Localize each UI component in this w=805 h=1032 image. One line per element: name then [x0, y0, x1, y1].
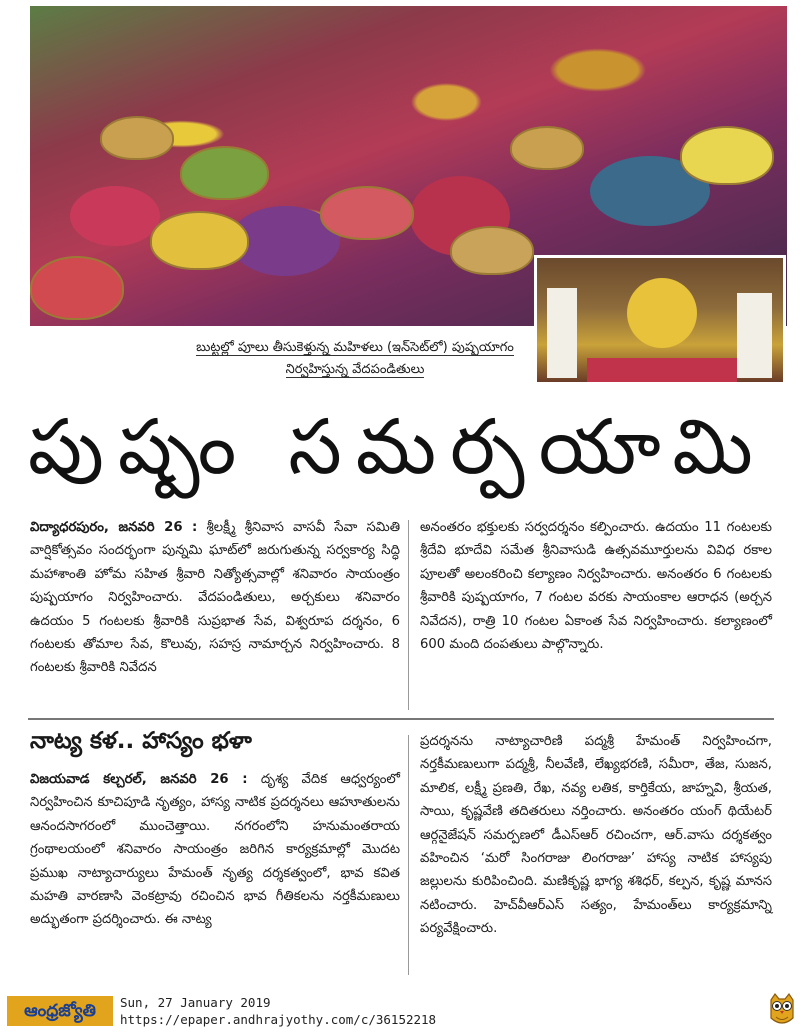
flower-basket: [510, 126, 584, 170]
story2-column-2: [420, 730, 772, 941]
story1-dateline: విద్యాధరపురం, జనవరి 26 :: [30, 520, 198, 535]
inset-photo: [534, 255, 786, 385]
newspaper-logo[interactable]: ఆంధ్రజ్యోతి: [7, 996, 113, 1026]
story1-text-1: శ్రీలక్ష్మీ శ్రీనివాస వాసవీ సేవా సమితి వార్షికోత్సవం సందర్భంగా పున్నమి ఘాట్‌లో జరుగుతున్న సర్వకార్య సిద్ధి మహాశాంతి హోమ సహిత శ్రీవారి నిత్యోత్సవాల్లో శనివారం సాయంత్రం పుష్పయాగం నిర్వహించారు. వేదపండితులు, అర్చకులు శనివారం ఉదయం 5 గంటలకు శ్రీవారికి సుప్రభాత సేవ, విశ్వరూప దర్శనం, 6 గంటలకు తోమాల సేవ, కొలువు, సహస్ర నామార్చన నిర్వహించారు. 8 గంటలకు శ్రీవారికి నివేదన: [30, 520, 401, 676]
priest-figure: [737, 293, 772, 378]
caption-line-1: బుట్టల్లో పూలు తీసుకెళ్తున్న మహిళలు (ఇన్‌సెట్‌లో) పుష్పయాగం: [196, 340, 514, 355]
story2-dateline: విజయవాడ కల్చరల్, జనవరి 26 :: [30, 772, 248, 787]
flower-basket: [450, 226, 534, 275]
flower-basket: [680, 126, 774, 185]
flower-basket: [180, 146, 269, 200]
edition-date: Sun, 27 January 2019: [120, 995, 271, 1010]
flower-pile: [587, 358, 737, 383]
section-divider: [28, 718, 774, 720]
story2-text-2: ప్రదర్శనను నాట్యాచారిణి పద్మశ్రీ హేమంత్ నిర్వహించగా, నర్తకీమణులుగా పద్మశ్రీ, నీలవేణి, లేఖ్యభరణి, సమీరా, తేజ, సుజన, మాలిక, లక్ష్మీ ప్రణతి, రేఖ, నవ్య లతిక, కార్తికేయ, జాహ్నవి, శ్రీయత, సాయి, కృష్ణవేణి తదితరులు నర్తించారు. అనంతరం యంగ్ థియేటర్ ఆర్గనైజేషన్ సమర్పణలో డీఎస్ఆర్ రచించగా, ఆర్.వాసు దర్శకత్వం వహించిన ‘మరో సింగరాజు లింగరాజు’ హాస్య నాటిక హాస్యపు జల్లులను కురిపించింది. మణికృష్ణ భాగ్య శశిధర్, కల్పన, కృష్ణ మానస నటించారు. హెచ్‌వీఆర్ఎస్ సత్యం, హేమంత్‌లు కార్యక్రమాన్ని పర్యవేక్షించారు.: [420, 734, 772, 937]
edition-url[interactable]: https://epaper.andhrajyothy.com/c/36152218: [120, 1012, 437, 1027]
deity-decoration: [627, 278, 697, 348]
story1-column-1: [30, 516, 400, 680]
priest-figure: [547, 288, 577, 378]
owl-icon[interactable]: [768, 992, 796, 1028]
headline: పుష్పం సమర్పయామి: [28, 402, 767, 491]
flower-basket: [320, 186, 414, 240]
column-divider: [408, 735, 409, 975]
caption-line-2: నిర్వహిస్తున్న వేదపండితులు: [285, 362, 425, 377]
photo-caption: [180, 337, 530, 381]
story2-text-1: దృశ్య వేదిక ఆధ్వర్యంలో నిర్వహించిన కూచిపూడి నృత్యం, హాస్య నాటిక ప్రదర్శనలు ఆహూతులను ఆనందసాగరంలో ముంచెత్తాయి. నగరంలోని హనుమంతరాయ గ్రంథాలయంలో శనివారం సాయంత్రం జరిగిన కార్యక్రమాల్లో మొదట ప్రముఖ నాట్యాచార్యులు హేమంత్ నృత్య దర్శకత్వంలో, భావ కవిత మహతి వారణాసి వెంకట్రావు రచించిన భావ గీతికలను నర్తకీమణులు అద్భుతంగా ప్రదర్శించారు. ఈ నాట్య: [30, 772, 400, 928]
column-divider: [408, 520, 409, 710]
footer-meta: [120, 994, 436, 1028]
flower-basket: [100, 116, 174, 160]
flower-basket: [30, 256, 124, 320]
story2-column-1: [30, 768, 400, 932]
crowd-figure: [70, 186, 160, 246]
story1-column-2: [420, 516, 772, 656]
story2-subhead: నాట్య కళ.. హాస్యం భళా: [30, 728, 252, 754]
story1-text-2: అనంతరం భక్తులకు సర్వదర్శనం కల్పించారు. ఉదయం 11 గంటలకు శ్రీదేవి భూదేవి సమేత శ్రీనివాసుడి ఉత్సవమూర్తులను వివిధ రకాల పూలతో అలంకరించి కల్యాణం నిర్వహించారు. అనంతరం 6 గంటలకు శ్రీవారికి పుష్పయాగం, 7 గంటల వరకు సాయంకాల ఆరాధన (అర్చన నివేదన), రాత్రి 10 గంటల ఏకాంత సేవ నిర్వహించారు. కల్యాణంలో 600 మంది దంపతులు పాల్గొన్నారు.: [420, 520, 772, 653]
flower-basket: [150, 211, 249, 270]
